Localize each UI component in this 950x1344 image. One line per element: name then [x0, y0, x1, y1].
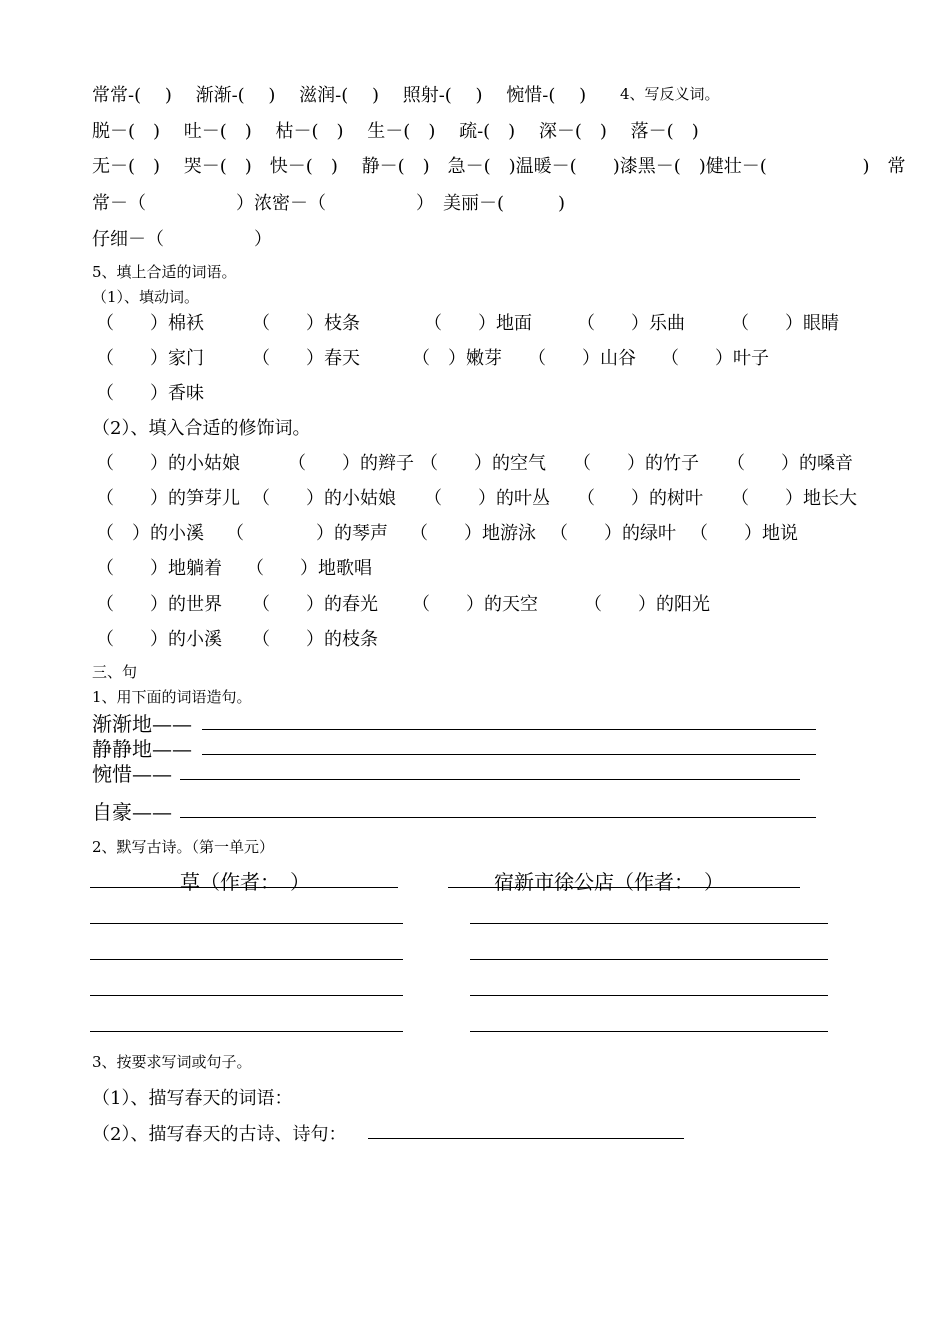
poem-line[interactable]: [470, 995, 828, 996]
poem-title-line: [448, 887, 800, 888]
poem-line[interactable]: [90, 995, 403, 996]
blank-item: （ ）嫩芽: [412, 348, 502, 369]
modifier-row-4: [96, 554, 372, 580]
sentence-word: 自豪——: [92, 800, 172, 824]
poem-title-suxinshi: 宿新市徐公店（作者： ）: [494, 870, 724, 894]
modifier-row-5: [96, 590, 710, 616]
poem-line[interactable]: [90, 923, 403, 924]
blank-item: （ ）的天空: [412, 594, 538, 615]
blank-item: （ ）地游泳: [410, 523, 536, 544]
blank-item: （ ）的小姑娘: [96, 453, 240, 474]
blank-item: （ ）的小溪: [96, 523, 204, 544]
antonym-line-2: 脱－( ) 吐－( ) 枯－( ) 生－( ) 疏-( ) 深－( ) 落－( ): [92, 121, 699, 142]
blank-item: （ ）地面: [424, 313, 532, 334]
answer-line[interactable]: [180, 779, 800, 780]
answer-line[interactable]: [202, 729, 816, 730]
blank-item: （ ）棉袄: [96, 313, 204, 334]
blank-item: （ ）叶子: [661, 348, 769, 369]
blank-item: （ ）的树叶: [577, 488, 703, 509]
blank-item: （ ）的辫子: [288, 453, 414, 474]
antonym-line-3: 无－( ) 哭－( ) 快－( ) 静－( ) 急－( )温暖－( )漆黑－( )健壮－( ) 常: [92, 156, 906, 177]
blank-item: （ ）的绿叶: [550, 523, 676, 544]
verbs-row-1: [96, 309, 839, 335]
answer-line[interactable]: [180, 817, 816, 818]
blank-item: （ ）的琴声: [226, 523, 388, 544]
verbs-row-2: [96, 344, 769, 370]
blank-item: （ ）的嗓音: [727, 453, 853, 474]
blank-item: （ ）地说: [690, 523, 798, 544]
blank-item: （ ）的笋芽儿: [96, 488, 240, 509]
poem-title-cao: 草（作者： ）: [180, 870, 310, 894]
answer-line[interactable]: [368, 1138, 684, 1139]
sentence-word: 渐渐地——: [92, 712, 192, 736]
blank-item: （ ）地歌唱: [246, 558, 372, 579]
blank-item: （ ）枝条: [252, 313, 360, 334]
sentence-word: 惋惜——: [92, 762, 172, 786]
blank-item: （ ）的叶丛: [424, 488, 550, 509]
blank-item: （ ）地长大: [731, 488, 857, 509]
blank-item: （ ）的春光: [252, 594, 378, 615]
antonym-line-4: 常－（ ）浓密－（ ） 美丽－( ): [92, 193, 566, 214]
fill-heading: 5、填上合适的词语。: [92, 263, 237, 281]
sentence-word: 静静地——: [92, 737, 192, 761]
blank-item: （ ）春天: [252, 348, 360, 369]
verbs-row-3: [96, 379, 204, 405]
blank-item: （ ）家门: [96, 348, 204, 369]
blank-item: （ ）香味: [96, 383, 204, 404]
spring-poem-prompt: （2）、描写春天的古诗、诗句：: [92, 1124, 347, 1145]
poem-question: 2、默写古诗。（第一单元）: [92, 838, 275, 856]
poem-line[interactable]: [90, 959, 403, 960]
blank-item: （ ）的阳光: [584, 594, 710, 615]
poem-title-line: [90, 887, 398, 888]
blank-item: （ ）乐曲: [577, 313, 685, 334]
blank-item: （ ）的枝条: [252, 629, 378, 650]
poem-line[interactable]: [470, 923, 828, 924]
blank-item: （ ）地躺着: [96, 558, 222, 579]
blank-item: （ ）眼睛: [731, 313, 839, 334]
blank-item: （ ）的小姑娘: [252, 488, 396, 509]
blank-item: （ ）的竹子: [573, 453, 699, 474]
sentence-heading: 三、句: [92, 663, 138, 681]
modifier-row-2: [96, 484, 857, 510]
answer-line[interactable]: [202, 754, 816, 755]
poem-line[interactable]: [470, 959, 828, 960]
blank-item: （ ）的小溪: [96, 629, 222, 650]
modifier-row-1: [96, 449, 853, 475]
poem-line[interactable]: [90, 1031, 403, 1032]
modifier-subheading: （2）、填入合适的修饰词。: [92, 418, 311, 439]
verb-subheading: （1）、填动词。: [92, 288, 200, 306]
antonym-line-5: 仔细－（ ）: [92, 229, 272, 250]
antonym-line-1: 常常-( ) 渐渐-( ) 滋润-( ) 照射-( ) 惋惜-( ): [92, 85, 587, 106]
blank-item: （ ）的空气: [420, 453, 546, 474]
antonym-heading: 4、写反义词。: [620, 85, 720, 103]
poem-line[interactable]: [470, 1031, 828, 1032]
write-requirement-question: 3、按要求写词或句子。: [92, 1053, 252, 1071]
make-sentence-question: 1、用下面的词语造句。: [92, 688, 252, 706]
blank-item: （ ）山谷: [528, 348, 636, 369]
blank-item: （ ）的世界: [96, 594, 222, 615]
spring-words-prompt: （1）、描写春天的词语：: [92, 1088, 293, 1109]
modifier-row-6: [96, 625, 378, 651]
modifier-row-3: [96, 519, 798, 545]
